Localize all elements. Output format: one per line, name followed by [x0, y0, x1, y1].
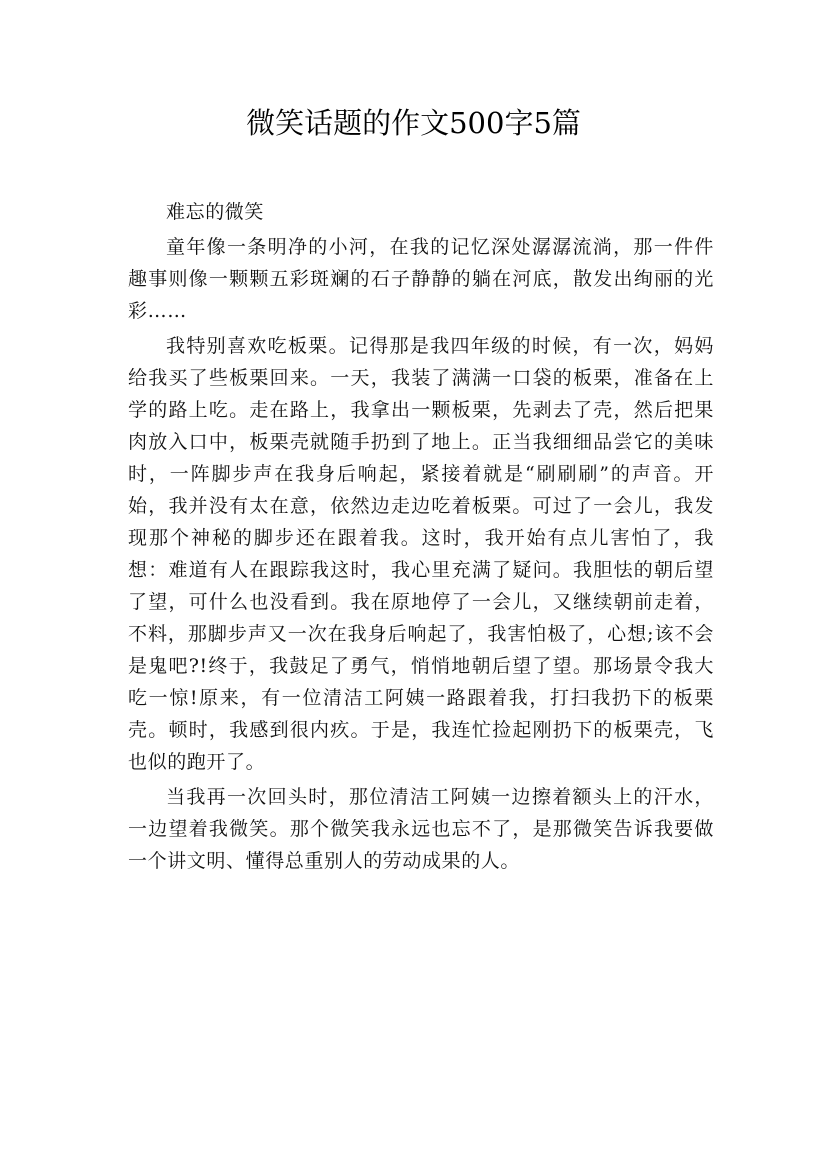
essay-subtitle: 难忘的微笑	[166, 201, 265, 223]
paragraph-3: 当我再一次回头时，那位清洁工阿姨一边擦着额头上的汗水，一边望着我微笑。那个微笑我永远也忘不了，是那微笑告诉我要做一个讲文明、懂得总重别人的劳动成果的人。	[128, 786, 714, 872]
document-title: 微笑话题的作文500字5篇	[246, 106, 581, 140]
paragraph-2: 我特别喜欢吃板栗。记得那是我四年级的时候，有一次，妈妈给我买了些板栗回来。一天，我装了满满一口袋的板栗，准备在上学的路上吃。走在路上，我拿出一颗板栗，先剥去了壳，然后把果肉放入口中，板栗壳就随手扔到了地上。正当我细细品尝它的美味时，一阵脚步声在我身后响起，紧接着就是“刷刷刷”的声音。开始，我并没有太在意，依然边走边吃着板栗。可过了一会儿，我发现那个神秘的脚步还在跟着我。这时，我开始有点儿害怕了，我想：难道有人在跟踪我这时，我心里充满了疑问。我胆怯的朝后望了望，可什么也没看到。我在原地停了一会儿，又继续朝前走着，不料，那脚步声又一次在我身后响起了，我害怕极了，心想;该不会是鬼吧?!终于，我鼓足了勇气，悄悄地朝后望了望。那场景令我大吃一惊!原来，有一位清洁工阿姨一路跟着我，打扫我扔下的板栗壳。顿时，我感到很内疚。于是，我连忙捡起刚扔下的板栗壳，飞也似的跑开了。	[128, 335, 714, 773]
document-body	[128, 196, 714, 880]
paragraph-1: 童年像一条明净的小河，在我的记忆深处潺潺流淌，那一件件趣事则像一颗颗五彩斑斓的石子静静的躺在河底，散发出绚丽的光彩……	[128, 236, 714, 322]
